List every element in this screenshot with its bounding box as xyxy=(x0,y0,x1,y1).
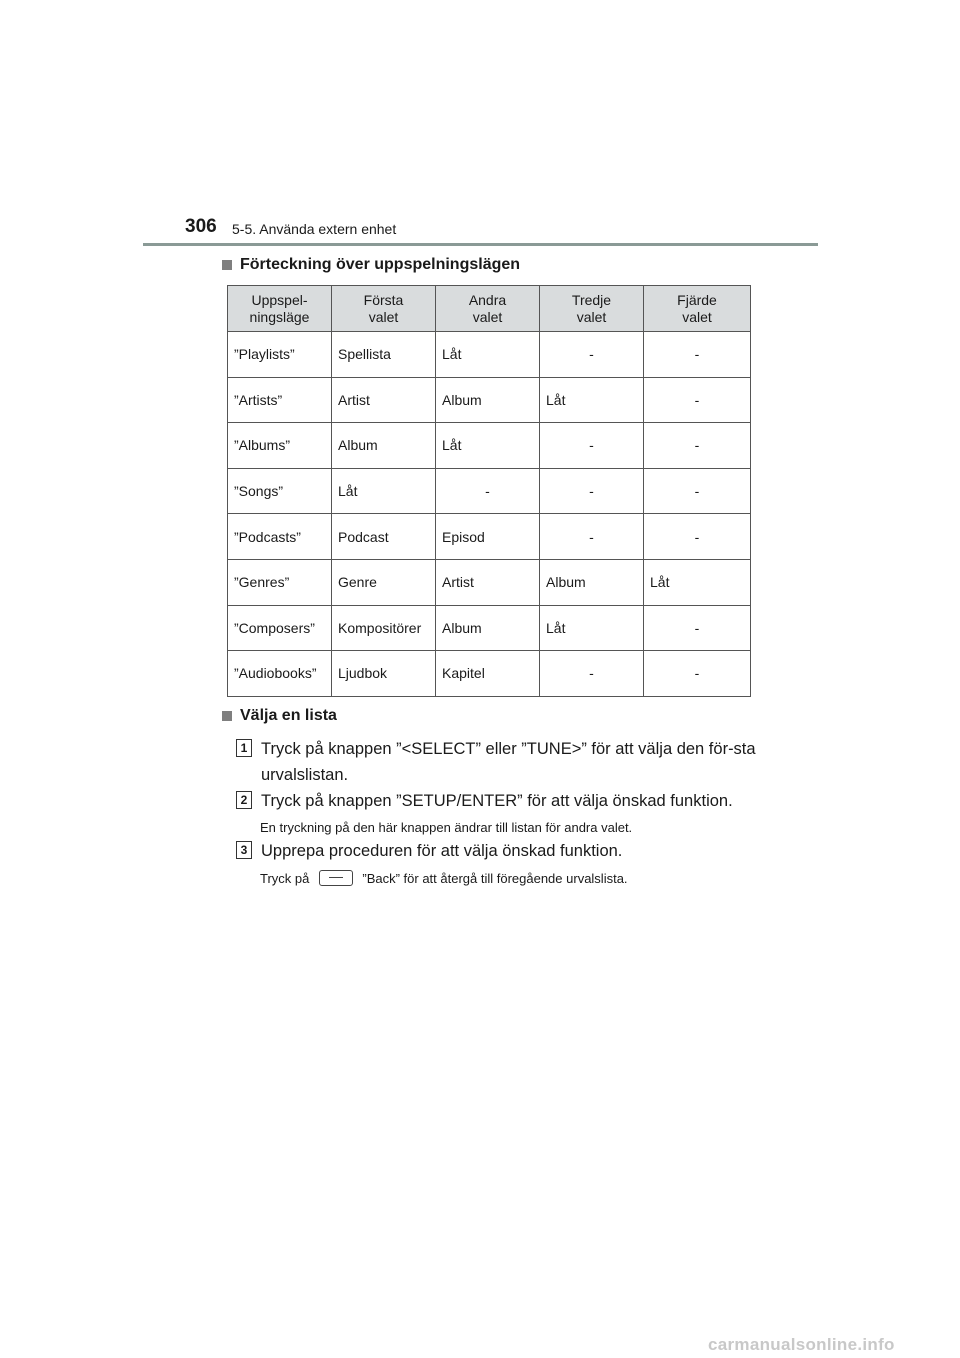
table-cell: - xyxy=(644,651,751,697)
table-cell: Album xyxy=(436,605,540,651)
table-cell: Artist xyxy=(332,377,436,423)
step-3-note xyxy=(260,870,628,886)
bullet-square-icon xyxy=(222,711,232,721)
table-cell: - xyxy=(540,514,644,560)
table-cell: - xyxy=(644,377,751,423)
table-cell: - xyxy=(540,423,644,469)
footer-watermark: carmanualsonline.info xyxy=(708,1335,895,1354)
table-cell: ”Audiobooks” xyxy=(228,651,332,697)
note-prefix: Tryck på xyxy=(260,870,310,886)
table-row xyxy=(228,377,751,423)
note-suffix: ”Back” för att återgå till föregående urvalslista. xyxy=(362,870,628,886)
table-cell: Album xyxy=(332,423,436,469)
table-cell: Låt xyxy=(540,605,644,651)
table-row xyxy=(228,651,751,697)
table-cell: Kompositörer xyxy=(332,605,436,651)
table-cell: ”Albums” xyxy=(228,423,332,469)
table-cell: Låt xyxy=(540,377,644,423)
heading-playback-modes-text: Förteckning över uppspelningslägen xyxy=(240,256,521,273)
table-cell: Genre xyxy=(332,559,436,605)
step-text: Tryck på knappen ”<SELECT” eller ”TUNE>” för att välja den för-sta urvalslistan. xyxy=(261,740,756,784)
table-cell: Kapitel xyxy=(436,651,540,697)
table-cell: - xyxy=(540,468,644,514)
table-cell: - xyxy=(644,514,751,560)
table-cell: - xyxy=(540,332,644,378)
table-cell: Låt xyxy=(436,423,540,469)
table-row xyxy=(228,559,751,605)
header-divider xyxy=(143,243,818,246)
back-button-icon xyxy=(319,870,353,886)
table-header-cell: Tredje valet xyxy=(540,286,644,332)
table-cell: ”Songs” xyxy=(228,468,332,514)
heading-select-list-text: Välja en lista xyxy=(240,707,337,724)
table-cell: Låt xyxy=(644,559,751,605)
table-row xyxy=(228,514,751,560)
table-cell: Låt xyxy=(436,332,540,378)
table-row xyxy=(228,605,751,651)
table-cell: Album xyxy=(436,377,540,423)
table-cell: Podcast xyxy=(332,514,436,560)
table-cell: Spellista xyxy=(332,332,436,378)
table-header-cell: Uppspel- ningsläge xyxy=(228,286,332,332)
step-number-badge: 1 xyxy=(236,739,252,757)
table-header-cell: Fjärde valet xyxy=(644,286,751,332)
table-cell: ”Genres” xyxy=(228,559,332,605)
bullet-square-icon xyxy=(222,260,232,270)
table-cell: ”Playlists” xyxy=(228,332,332,378)
step-text: Upprepa proceduren för att välja önskad funktion. xyxy=(261,842,623,860)
step-text: Tryck på knappen ”SETUP/ENTER” för att välja önskad funktion. xyxy=(261,792,733,810)
table-cell: Episod xyxy=(436,514,540,560)
table-cell: ”Composers” xyxy=(228,605,332,651)
step-2 xyxy=(236,788,761,814)
table-cell: - xyxy=(540,651,644,697)
table-cell: Låt xyxy=(332,468,436,514)
section-reference: 5-5. Använda extern enhet xyxy=(232,221,397,237)
table-header-cell: Andra valet xyxy=(436,286,540,332)
table-cell: Ljudbok xyxy=(332,651,436,697)
table-cell: - xyxy=(644,332,751,378)
step-2-note: En tryckning på den här knappen ändrar till listan för andra valet. xyxy=(260,820,633,835)
table-row xyxy=(228,332,751,378)
table-cell: ”Podcasts” xyxy=(228,514,332,560)
heading-select-list xyxy=(222,707,337,725)
table-cell: - xyxy=(644,423,751,469)
table-cell: - xyxy=(436,468,540,514)
step-number-badge: 3 xyxy=(236,841,252,859)
table-header-row xyxy=(228,286,751,332)
table-cell: - xyxy=(644,468,751,514)
table-row xyxy=(228,468,751,514)
page-number: 306 xyxy=(185,216,217,237)
step-number-badge: 2 xyxy=(236,791,252,809)
table-cell: Album xyxy=(540,559,644,605)
playback-modes-table xyxy=(227,285,751,697)
step-3 xyxy=(236,838,761,864)
table-row xyxy=(228,423,751,469)
table-cell: - xyxy=(644,605,751,651)
table-cell: ”Artists” xyxy=(228,377,332,423)
step-1 xyxy=(236,736,761,788)
heading-playback-modes xyxy=(222,256,520,274)
table-header-cell: Första valet xyxy=(332,286,436,332)
table-cell: Artist xyxy=(436,559,540,605)
